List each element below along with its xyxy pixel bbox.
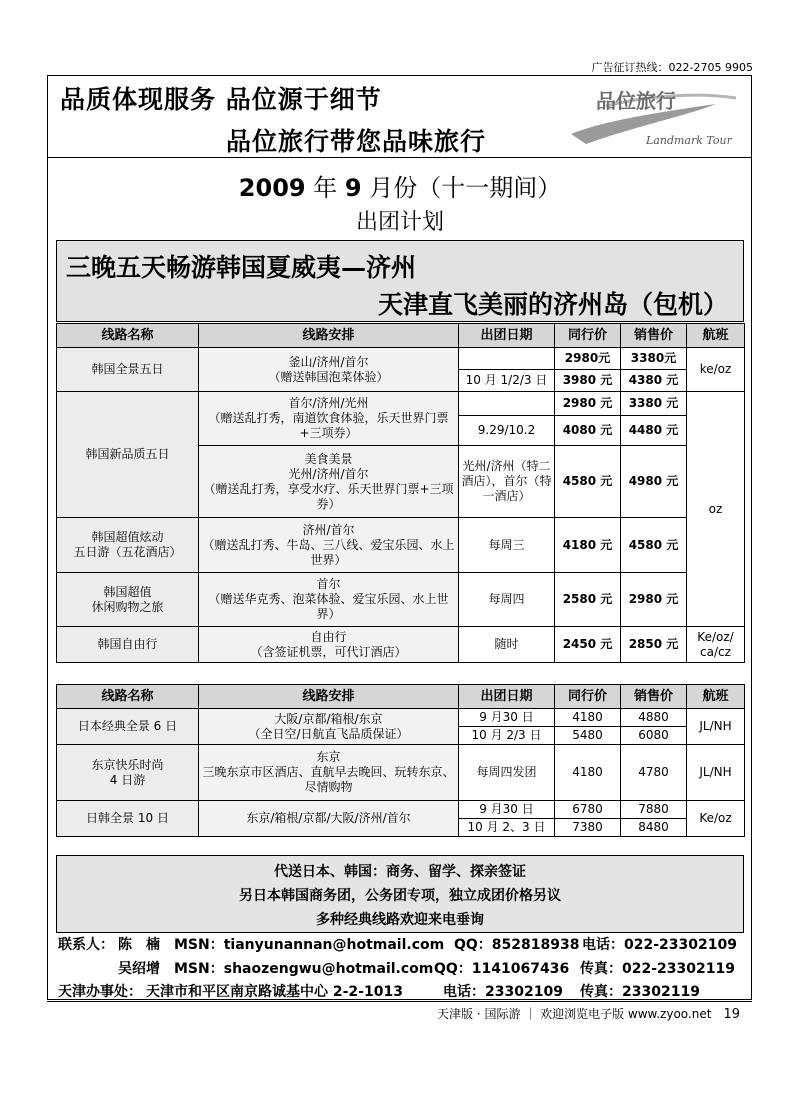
office-label: 天津办事处： bbox=[58, 984, 142, 1000]
banner-line-1: 三晚五天畅游韩国夏威夷—济州 bbox=[66, 253, 417, 282]
sale-price: 4580 元 bbox=[621, 518, 687, 573]
header-divider bbox=[47, 157, 752, 158]
route-plan: 自由行 （含签证机票，可代订酒店） bbox=[199, 627, 459, 663]
title-year: 2009 bbox=[238, 174, 306, 202]
sale-price: 4480 元 bbox=[621, 416, 687, 446]
footer bbox=[437, 1005, 740, 1022]
route-plan: 首尔 （赠送华克秀、泡菜体验、爱宝乐园、水上世界） bbox=[199, 573, 459, 627]
title-rest: 月份（十一期间） bbox=[361, 174, 562, 202]
ad-hotline: 广告征订热线：022-2705 9905 bbox=[591, 61, 753, 74]
peer-price: 4180 bbox=[555, 709, 621, 727]
depart-date: 9.29/10.2 bbox=[459, 416, 555, 446]
korea-route-table bbox=[56, 323, 745, 663]
route-name: 韩国超值 休闲购物之旅 bbox=[57, 573, 199, 627]
col-route-plan: 线路安排 bbox=[199, 685, 459, 709]
route-name: 韩国超值炫动 五日游（五花酒店） bbox=[57, 518, 199, 573]
peer-price: 2450 元 bbox=[555, 627, 621, 663]
route-name: 日本经典全景 6 日 bbox=[57, 709, 199, 745]
peer-price: 2580 元 bbox=[555, 573, 621, 627]
col-flight: 航班 bbox=[687, 685, 745, 709]
depart-date: 10 月 1/2/3 日 bbox=[459, 370, 555, 392]
route-name: 东京快乐时尚 4 日游 bbox=[57, 745, 199, 801]
depart-date: 每周三 bbox=[459, 518, 555, 573]
flight: JL/NH bbox=[687, 745, 745, 801]
col-route-name: 线路名称 bbox=[57, 324, 199, 348]
route-plan: 东京 三晚东京市区酒店、直航早去晚回、玩转东京、尽情购物 bbox=[199, 745, 459, 801]
peer-price: 2980元 bbox=[555, 348, 621, 370]
route-name: 韩国新品质五日 bbox=[57, 392, 199, 518]
peer-price: 4180 元 bbox=[555, 518, 621, 573]
contact-1-msn: MSN：tianyunannan@hotmail.com bbox=[174, 937, 445, 953]
office-address: 天津市和平区南京路诚基中心 2-2-1013 bbox=[146, 984, 403, 1000]
contact-1-name: 陈 楠 bbox=[118, 937, 160, 953]
table-row bbox=[57, 348, 745, 370]
sale-price: 4780 bbox=[621, 745, 687, 801]
contact-2-name: 吴绍增 bbox=[118, 961, 160, 977]
contact-2-qq: QQ：1141067436 bbox=[434, 961, 570, 977]
sale-price: 4880 bbox=[621, 709, 687, 727]
col-route-plan: 线路安排 bbox=[199, 324, 459, 348]
page-number: 19 bbox=[723, 1007, 740, 1022]
peer-price: 4580 元 bbox=[555, 446, 621, 518]
col-peer-price: 同行价 bbox=[555, 685, 621, 709]
route-plan: 首尔/济州/光州 （赠送乱打秀，南道饮食体验，乐天世界门票+三项券） bbox=[199, 392, 459, 446]
sale-price: 7880 bbox=[621, 801, 687, 819]
table-row bbox=[57, 745, 745, 801]
route-name: 日韩全景 10 日 bbox=[57, 801, 199, 837]
title-nian: 年 bbox=[305, 174, 345, 202]
footer-divider bbox=[47, 1001, 752, 1002]
flight: JL/NH bbox=[687, 709, 745, 745]
depart-date: 随时 bbox=[459, 627, 555, 663]
slogan-line-2: 品位旅行带您品味旅行 bbox=[226, 127, 487, 156]
sale-price: 3380元 bbox=[621, 348, 687, 370]
peer-price: 2980 元 bbox=[555, 392, 621, 416]
visa-line-1: 代送日本、韩国：商务、留学、探亲签证 bbox=[274, 864, 526, 880]
depart-date: 每周四发团 bbox=[459, 745, 555, 801]
flight: Ke/oz bbox=[687, 801, 745, 837]
slogan-line-1: 品质体现服务 品位源于细节 bbox=[60, 85, 382, 114]
flight: Ke/oz/ ca/cz bbox=[687, 627, 745, 663]
depart-date bbox=[459, 348, 555, 370]
contact-2-msn: MSN：shaozengwu@hotmail.com bbox=[174, 961, 434, 977]
depart-date: 9 月30 日 bbox=[459, 709, 555, 727]
table-row bbox=[57, 627, 745, 663]
route-plan: 济州/首尔 （赠送乱打秀、牛岛、三八线、爱宝乐园、水上世界） bbox=[199, 518, 459, 573]
depart-date: 10 月 2、3 日 bbox=[459, 819, 555, 837]
table-row bbox=[57, 392, 745, 416]
sale-price: 2850 元 bbox=[621, 627, 687, 663]
col-depart-date: 出团日期 bbox=[459, 324, 555, 348]
contact-1-qq: QQ：852818938 bbox=[454, 937, 580, 953]
sale-price: 3380 元 bbox=[621, 392, 687, 416]
route-plan: 釜山/济州/首尔 （赠送韩国泡菜体验） bbox=[199, 348, 459, 392]
banner-line-2: 天津直飞美丽的济州岛（包机） bbox=[378, 290, 729, 319]
flight: ke/oz bbox=[687, 348, 745, 392]
contact-1-tel: 电话：022-23302109 bbox=[582, 937, 737, 953]
table-row bbox=[57, 518, 745, 573]
landmark-tour-logo bbox=[566, 82, 741, 152]
sale-price: 8480 bbox=[621, 819, 687, 837]
table-row bbox=[57, 573, 745, 627]
sale-price: 6080 bbox=[621, 727, 687, 745]
col-route-name: 线路名称 bbox=[57, 685, 199, 709]
footer-text: 天津版 · 国际游 ｜ 欢迎浏览电子版 www.zyoo.net bbox=[437, 1007, 712, 1021]
depart-date: 9 月30 日 bbox=[459, 801, 555, 819]
sale-price: 4980 元 bbox=[621, 446, 687, 518]
col-peer-price: 同行价 bbox=[555, 324, 621, 348]
route-name: 韩国自由行 bbox=[57, 627, 199, 663]
table-header-row bbox=[57, 685, 745, 709]
table-row bbox=[57, 801, 745, 819]
route-plan: 东京/箱根/京都/大阪/济州/首尔 bbox=[199, 801, 459, 837]
office-tel: 电话：23302109 bbox=[443, 984, 563, 1000]
depart-date: 10 月 2/3 日 bbox=[459, 727, 555, 745]
peer-price: 3980 元 bbox=[555, 370, 621, 392]
table-row bbox=[57, 709, 745, 727]
peer-price: 4080 元 bbox=[555, 416, 621, 446]
contact-2-fax: 传真：022-23302119 bbox=[580, 961, 735, 977]
sale-price: 2980 元 bbox=[621, 573, 687, 627]
depart-date bbox=[459, 392, 555, 416]
peer-price: 6780 bbox=[555, 801, 621, 819]
logo-chinese: 品位旅行 bbox=[596, 89, 676, 113]
route-plan: 大阪/京都/箱根/东京 （全日空/日航直飞品质保证） bbox=[199, 709, 459, 745]
visa-line-3: 多种经典线路欢迎来电垂询 bbox=[316, 912, 484, 928]
page-title bbox=[0, 168, 800, 203]
peer-price: 5480 bbox=[555, 727, 621, 745]
contact-label: 联系人： bbox=[58, 937, 114, 953]
depart-date: 光州/济州（特二酒店），首尔（特一酒店） bbox=[459, 446, 555, 518]
peer-price: 7380 bbox=[555, 819, 621, 837]
office-fax: 传真：23302119 bbox=[580, 984, 700, 1000]
depart-date: 每周四 bbox=[459, 573, 555, 627]
title-month: 9 bbox=[344, 174, 362, 202]
japan-route-table bbox=[56, 684, 745, 837]
col-depart-date: 出团日期 bbox=[459, 685, 555, 709]
page-subtitle: 出团计划 bbox=[355, 210, 444, 235]
route-name: 韩国全景五日 bbox=[57, 348, 199, 392]
col-sale-price: 销售价 bbox=[621, 324, 687, 348]
table-header-row bbox=[57, 324, 745, 348]
flight: oz bbox=[687, 392, 745, 627]
peer-price: 4180 bbox=[555, 745, 621, 801]
sale-price: 4380 元 bbox=[621, 370, 687, 392]
visa-line-2: 另日本韩国商务团，公务团专项，独立成团价格另议 bbox=[239, 888, 561, 904]
col-sale-price: 销售价 bbox=[621, 685, 687, 709]
col-flight: 航班 bbox=[687, 324, 745, 348]
route-plan: 美食美景 光州/济州/首尔 （赠送乱打秀，享受水疗、乐天世界门票+三项券） bbox=[199, 446, 459, 518]
logo-english: Landmark Tour bbox=[646, 134, 732, 147]
